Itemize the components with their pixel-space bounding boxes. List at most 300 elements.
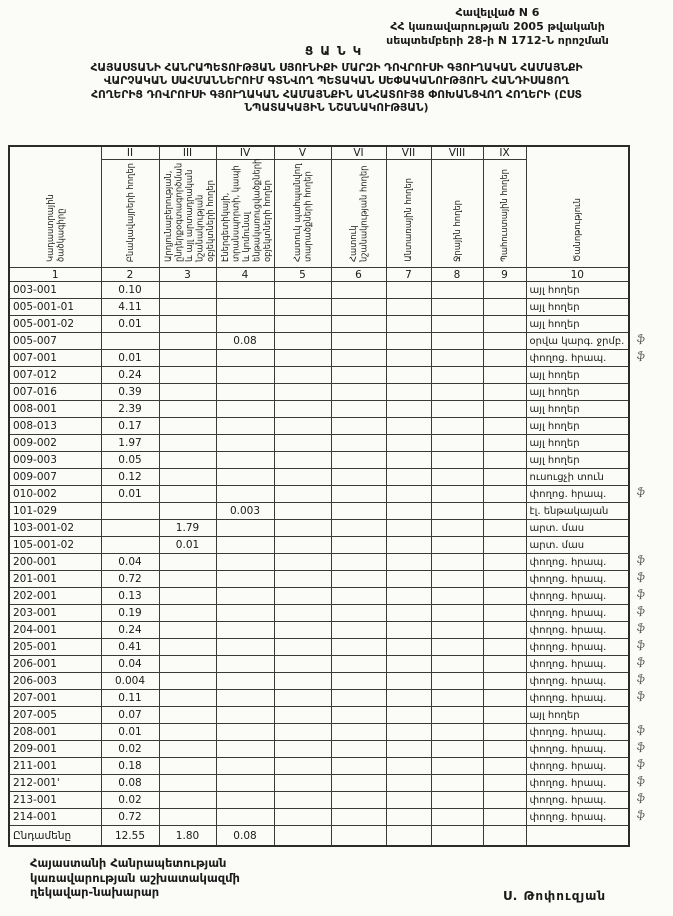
table-row <box>9 724 629 741</box>
cell-col7 <box>386 554 431 571</box>
cell-code: 200-001 <box>9 554 101 571</box>
cell-col7 <box>386 316 431 333</box>
cell-col2: 0.01 <box>101 316 159 333</box>
cell-col5 <box>274 741 331 758</box>
cell-code: 201-001 <box>9 571 101 588</box>
cell-col8 <box>431 418 483 435</box>
cell-note <box>526 707 629 724</box>
cell-col4 <box>216 707 274 724</box>
cell-col8 <box>431 333 483 350</box>
cell-col5 <box>274 350 331 367</box>
cell-col3 <box>159 469 216 486</box>
cell-col5 <box>274 622 331 639</box>
cell-col4 <box>216 775 274 792</box>
col-header-forest-lands: Անտառային հողեր <box>386 160 431 268</box>
cell-col6 <box>331 503 386 520</box>
table-row <box>9 656 629 673</box>
col-header-cadastral-code: Կադաստրային ծածկագիրը <box>9 146 101 268</box>
cell-col3: 1.80 <box>159 826 216 847</box>
note-text: արտ. մաս <box>529 540 585 551</box>
cell-col3 <box>159 673 216 690</box>
table-row <box>9 690 629 707</box>
cell-col2: 2.39 <box>101 401 159 418</box>
cell-note <box>526 503 629 520</box>
table-row <box>9 384 629 401</box>
cell-col5 <box>274 673 331 690</box>
cell-col2: 0.18 <box>101 758 159 775</box>
cell-col6 <box>331 588 386 605</box>
cell-col9 <box>483 520 526 537</box>
cell-col4 <box>216 656 274 673</box>
table-row <box>9 282 629 299</box>
col-header-reserve-lands: Պահուստային հողեր <box>483 160 526 268</box>
cell-col8 <box>431 384 483 401</box>
cell-col5 <box>274 299 331 316</box>
cell-col3 <box>159 418 216 435</box>
note-text: փողոց. հրապ. <box>529 676 607 687</box>
cell-col2: 0.72 <box>101 571 159 588</box>
cell-col2: 0.13 <box>101 588 159 605</box>
cell-col2 <box>101 520 159 537</box>
cell-note <box>526 673 646 690</box>
cell-col3 <box>159 741 216 758</box>
table-row <box>9 537 629 554</box>
cell-col8 <box>431 316 483 333</box>
cell-col3 <box>159 503 216 520</box>
handwritten-margin-mark: ֆ <box>636 554 646 567</box>
handwritten-margin-mark: ֆ <box>636 690 646 703</box>
signatory-title-line: կառավարության աշխատակազմի <box>30 870 240 885</box>
cell-code: 005-007 <box>9 333 101 350</box>
cell-col5 <box>274 792 331 809</box>
cell-col2: 0.05 <box>101 452 159 469</box>
cell-col4 <box>216 367 274 384</box>
cell-col6 <box>331 554 386 571</box>
cell-col6 <box>331 350 386 367</box>
cell-code: 003-001 <box>9 282 101 299</box>
cell-col9 <box>483 452 526 469</box>
table-row <box>9 792 629 809</box>
cell-col5 <box>274 503 331 520</box>
cell-col9 <box>483 367 526 384</box>
cell-code: 005-001-02 <box>9 316 101 333</box>
table-body <box>9 282 646 847</box>
cell-col2 <box>101 333 159 350</box>
table-row <box>9 809 629 826</box>
note-text: փողոց. հրապ. <box>529 574 607 585</box>
title-line: ՀՈՂԵՐԻՑ ԴՈՎՐՈՒՍԻ ԳՅՈՒՂԱԿԱՆ ՀԱՄԱՅՆՔԻՆ ԱՆՀԱՏՈՒՅՑ ՓՈԽԱՆՑՎՈՂ ՀՈՂԵՐԻ (ԸՍՏ <box>91 87 582 101</box>
roman-numeral: II <box>101 146 159 160</box>
cell-col2: 0.04 <box>101 554 159 571</box>
cell-note <box>526 401 629 418</box>
cell-col7 <box>386 537 431 554</box>
col-header-water-lands: Ջրային հողեր <box>431 160 483 268</box>
cell-col8 <box>431 775 483 792</box>
cell-note <box>526 333 646 350</box>
cell-col7 <box>386 435 431 452</box>
column-number: 7 <box>386 268 431 282</box>
cell-col7 <box>386 758 431 775</box>
cell-col6 <box>331 469 386 486</box>
col-header-special-purpose-lands: Հատուկ նշանակության հողեր <box>331 160 386 268</box>
cell-col3 <box>159 554 216 571</box>
cell-col5 <box>274 809 331 826</box>
cell-col2: 0.11 <box>101 690 159 707</box>
cell-col7 <box>386 486 431 503</box>
cell-col4 <box>216 537 274 554</box>
cell-col5 <box>274 639 331 656</box>
cell-note <box>526 809 646 826</box>
handwritten-margin-mark: ֆ <box>636 486 646 499</box>
cell-col5 <box>274 452 331 469</box>
cell-code: 202-001 <box>9 588 101 605</box>
cell-col3 <box>159 656 216 673</box>
cell-col9 <box>483 435 526 452</box>
cell-col7 <box>386 452 431 469</box>
cell-col4 <box>216 758 274 775</box>
cell-note <box>526 588 646 605</box>
cell-col6 <box>331 452 386 469</box>
cell-col4: 0.08 <box>216 333 274 350</box>
cell-col6 <box>331 384 386 401</box>
cell-col6 <box>331 571 386 588</box>
handwritten-margin-mark: ֆ <box>636 350 646 363</box>
cell-col5 <box>274 690 331 707</box>
cell-col4 <box>216 282 274 299</box>
cell-col7 <box>386 282 431 299</box>
note-text: այլ հողեր <box>529 455 580 466</box>
cell-code: 009-002 <box>9 435 101 452</box>
column-number-row <box>9 268 629 282</box>
cell-col8 <box>431 639 483 656</box>
cell-col3 <box>159 588 216 605</box>
col-header-note: Ծանոթություն <box>526 146 629 268</box>
cell-col4 <box>216 299 274 316</box>
cell-col5 <box>274 384 331 401</box>
cell-col5 <box>274 333 331 350</box>
cell-code: 213-001 <box>9 792 101 809</box>
handwritten-margin-mark: ֆ <box>636 656 646 669</box>
note-text: փողոց. հրապ. <box>529 693 607 704</box>
cell-note <box>526 656 646 673</box>
cell-code: 007-012 <box>9 367 101 384</box>
document-heading: ՑԱՆԿ <box>304 44 369 58</box>
cell-col4 <box>216 622 274 639</box>
cell-col8 <box>431 758 483 775</box>
cell-col8 <box>431 588 483 605</box>
cell-col6 <box>331 690 386 707</box>
note-text: փողոց. հրապ. <box>529 812 607 823</box>
cell-col7 <box>386 639 431 656</box>
cell-col7 <box>386 333 431 350</box>
note-text: այլ հողեր <box>529 387 580 398</box>
annex-reference <box>325 6 670 48</box>
cell-col5 <box>274 316 331 333</box>
cell-col8 <box>431 537 483 554</box>
cell-col7 <box>386 520 431 537</box>
cell-code: Ընդամենը <box>9 826 101 847</box>
note-text: փողոց. հրապ. <box>529 591 607 602</box>
cell-col2: 0.12 <box>101 469 159 486</box>
cell-note <box>526 520 629 537</box>
cell-col3 <box>159 639 216 656</box>
cell-col9 <box>483 775 526 792</box>
cell-col7 <box>386 384 431 401</box>
cell-col4 <box>216 469 274 486</box>
cell-col2: 0.39 <box>101 384 159 401</box>
cell-col6 <box>331 622 386 639</box>
handwritten-margin-mark: ֆ <box>636 605 646 618</box>
column-number: 10 <box>526 268 629 282</box>
table-row <box>9 486 629 503</box>
cell-col8 <box>431 435 483 452</box>
cell-col5 <box>274 758 331 775</box>
cell-col2: 0.24 <box>101 367 159 384</box>
roman-numeral: V <box>274 146 331 160</box>
annex-line: Հավելված N 6 <box>455 6 540 19</box>
cell-col8 <box>431 792 483 809</box>
cell-code: 207-001 <box>9 690 101 707</box>
roman-numeral-row <box>9 146 629 160</box>
cell-code: 007-001 <box>9 350 101 367</box>
cell-col8 <box>431 724 483 741</box>
cell-col6 <box>331 656 386 673</box>
cell-col2: 0.02 <box>101 741 159 758</box>
cell-col5 <box>274 656 331 673</box>
cell-col3 <box>159 384 216 401</box>
cell-col3 <box>159 571 216 588</box>
table-row <box>9 673 629 690</box>
note-text: փողոց. հրապ. <box>529 642 607 653</box>
cell-col2: 0.04 <box>101 656 159 673</box>
cell-col3 <box>159 401 216 418</box>
table-row <box>9 571 629 588</box>
table-row <box>9 758 629 775</box>
cell-col7 <box>386 673 431 690</box>
note-text: այլ հողեր <box>529 302 580 313</box>
annex-line: սեպտեմբերի 28-ի N 1712-Ն որոշման <box>386 34 609 48</box>
column-number: 3 <box>159 268 216 282</box>
cell-code: 204-001 <box>9 622 101 639</box>
note-text: այլ հողեր <box>529 421 580 432</box>
cell-col4 <box>216 452 274 469</box>
roman-numeral: IV <box>216 146 274 160</box>
cell-code: 007-016 <box>9 384 101 401</box>
cell-col4 <box>216 316 274 333</box>
note-text: փողոց. հրապ. <box>529 557 607 568</box>
roman-numeral: III <box>159 146 216 160</box>
cell-col6 <box>331 792 386 809</box>
cell-col2: 0.01 <box>101 486 159 503</box>
table-row <box>9 418 629 435</box>
note-text: փողոց. հրապ. <box>529 795 607 806</box>
note-text: ուսուցչի տուն <box>529 472 604 483</box>
table-row <box>9 435 629 452</box>
cell-code: 208-001 <box>9 724 101 741</box>
cell-note <box>526 282 629 299</box>
title-line: ՎԱՐՉԱԿԱՆ ՍԱՀՄԱՆՆԵՐՈՒՄ ԳՏՆՎՈՂ ՊԵՏԱԿԱՆ ՍԵՓԱԿԱՆՈՒԹՅՈՒՆ ՀԱՆԴԻՍԱՑՈՂ <box>103 74 570 88</box>
cell-col7 <box>386 792 431 809</box>
cell-col4 <box>216 350 274 367</box>
cell-col4 <box>216 384 274 401</box>
cell-col7 <box>386 299 431 316</box>
cell-code: 209-001 <box>9 741 101 758</box>
cell-col3 <box>159 724 216 741</box>
handwritten-margin-mark: ֆ <box>636 673 646 686</box>
table-row <box>9 367 629 384</box>
cell-col6 <box>331 486 386 503</box>
signatory-title-block <box>30 856 240 900</box>
cell-col3 <box>159 350 216 367</box>
cell-note <box>526 350 646 367</box>
cell-col9 <box>483 503 526 520</box>
cell-col4 <box>216 605 274 622</box>
cell-col2: 0.07 <box>101 707 159 724</box>
cell-col7 <box>386 724 431 741</box>
roman-numeral: VII <box>386 146 431 160</box>
column-number: 6 <box>331 268 386 282</box>
cell-col9 <box>483 605 526 622</box>
table-row <box>9 588 629 605</box>
cell-col2: 1.97 <box>101 435 159 452</box>
handwritten-margin-mark: ֆ <box>636 333 646 346</box>
handwritten-margin-mark: ֆ <box>636 622 646 635</box>
cell-col9 <box>483 333 526 350</box>
cell-note <box>526 486 646 503</box>
cell-col9 <box>483 690 526 707</box>
cell-col5 <box>274 367 331 384</box>
cell-col3 <box>159 605 216 622</box>
cell-code: 009-003 <box>9 452 101 469</box>
cell-col5 <box>274 418 331 435</box>
cell-col4 <box>216 554 274 571</box>
cell-col9 <box>483 588 526 605</box>
cell-col7 <box>386 690 431 707</box>
cell-col6 <box>331 809 386 826</box>
cell-code: 212-001' <box>9 775 101 792</box>
cell-col5 <box>274 537 331 554</box>
cell-note <box>526 435 629 452</box>
table-row <box>9 605 629 622</box>
table-row <box>9 452 629 469</box>
handwritten-margin-mark: ֆ <box>636 741 646 754</box>
cell-note <box>526 537 629 554</box>
cell-col4 <box>216 435 274 452</box>
handwritten-margin-mark: ֆ <box>636 758 646 771</box>
cell-code: 205-001 <box>9 639 101 656</box>
cell-col8 <box>431 367 483 384</box>
cell-col6 <box>331 333 386 350</box>
cell-col2: 12.55 <box>101 826 159 847</box>
cell-code: 206-001 <box>9 656 101 673</box>
cell-col9 <box>483 282 526 299</box>
column-number: 8 <box>431 268 483 282</box>
note-text: փողոց. հրապ. <box>529 625 607 636</box>
cell-note <box>526 452 629 469</box>
cell-col7 <box>386 401 431 418</box>
col-header-settlement-lands: Բնակավայրերի հողեր <box>101 160 159 268</box>
cell-col2 <box>101 503 159 520</box>
cell-col5 <box>274 520 331 537</box>
cell-col6 <box>331 401 386 418</box>
cell-col6 <box>331 775 386 792</box>
handwritten-margin-mark: ֆ <box>636 724 646 737</box>
cell-col8 <box>431 826 483 847</box>
cell-col9 <box>483 384 526 401</box>
cell-col2: 0.72 <box>101 809 159 826</box>
note-text: փողոց. հրապ. <box>529 353 607 364</box>
cell-col5 <box>274 707 331 724</box>
cell-note <box>526 469 629 486</box>
cell-col9 <box>483 792 526 809</box>
cell-col7 <box>386 622 431 639</box>
column-number: 4 <box>216 268 274 282</box>
note-text: փողոց. հրապ. <box>529 778 607 789</box>
cell-note <box>526 622 646 639</box>
cell-col7 <box>386 775 431 792</box>
cell-col3 <box>159 690 216 707</box>
note-text: արտ. մաս <box>529 523 585 534</box>
cell-col8 <box>431 622 483 639</box>
cell-col9 <box>483 707 526 724</box>
cell-col4 <box>216 588 274 605</box>
title-line: ՀԱՅԱՍՏԱՆԻ ՀԱՆՐԱՊԵՏՈՒԹՅԱՆ ՍՅՈՒՆԻՔԻ ՄԱՐԶԻ ԴՈՎՐՈՒՍԻ ԳՅՈՒՂԱԿԱՆ ՀԱՄԱՅՆՔԻ <box>90 61 583 74</box>
cell-col9 <box>483 758 526 775</box>
table-row <box>9 639 629 656</box>
cell-code: 103-001-02 <box>9 520 101 537</box>
cell-col4 <box>216 673 274 690</box>
cell-col6 <box>331 418 386 435</box>
table-row <box>9 741 629 758</box>
total-row <box>9 826 629 847</box>
cell-col7 <box>386 809 431 826</box>
cell-col8 <box>431 401 483 418</box>
note-text: այլ հողեր <box>529 285 580 296</box>
cell-col8 <box>431 503 483 520</box>
table-row <box>9 316 629 333</box>
cell-note <box>526 316 629 333</box>
cell-code: 203-001 <box>9 605 101 622</box>
cell-note <box>526 299 629 316</box>
table-row <box>9 520 629 537</box>
cell-col3 <box>159 775 216 792</box>
cell-note <box>526 741 646 758</box>
cell-col2: 0.19 <box>101 605 159 622</box>
cell-code: 105-001-02 <box>9 537 101 554</box>
cell-note <box>526 605 646 622</box>
cell-col3 <box>159 367 216 384</box>
cell-col8 <box>431 809 483 826</box>
cell-col2: 0.01 <box>101 724 159 741</box>
cell-col5 <box>274 401 331 418</box>
cell-col3 <box>159 707 216 724</box>
cell-col7 <box>386 350 431 367</box>
cell-col3: 0.01 <box>159 537 216 554</box>
cell-col6 <box>331 673 386 690</box>
cell-col9 <box>483 350 526 367</box>
cell-col4: 0.003 <box>216 503 274 520</box>
cell-col8 <box>431 520 483 537</box>
cell-col9 <box>483 299 526 316</box>
table-row <box>9 554 629 571</box>
cell-col9 <box>483 639 526 656</box>
cell-col7 <box>386 707 431 724</box>
handwritten-margin-mark: ֆ <box>636 639 646 652</box>
cell-col3 <box>159 758 216 775</box>
cell-col3 <box>159 792 216 809</box>
cell-note <box>526 690 646 707</box>
cell-col9 <box>483 622 526 639</box>
